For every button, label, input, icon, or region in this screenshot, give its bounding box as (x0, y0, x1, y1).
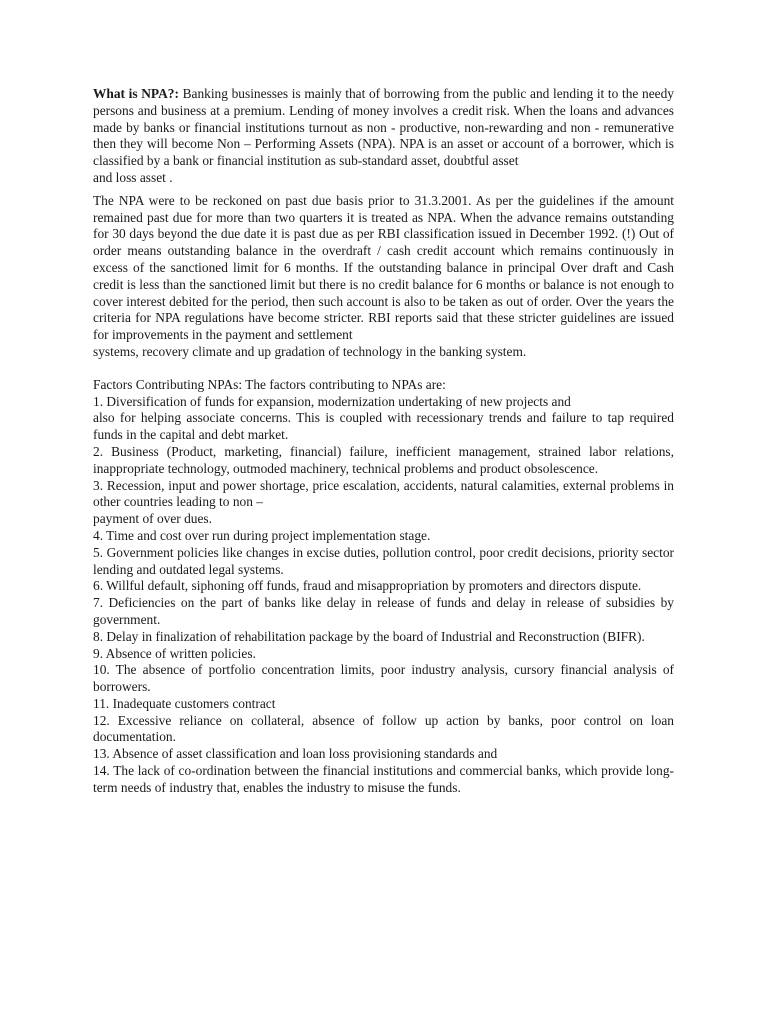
factor-item: 10. The absence of portfolio concentration limits, poor industry analysis, cursory financial analysis of borrowers. (93, 662, 674, 695)
npa-definition-paragraph (93, 86, 674, 170)
factor-item: 3. Recession, input and power shortage, price escalation, accidents, natural calamities, external problems in other countries leading to non – (93, 477, 674, 510)
factor-item: also for helping associate concerns. This is coupled with recessionary trends and failure to tap required funds in the capital and debt market. (93, 410, 674, 443)
factor-item: 7. Deficiencies on the part of banks like delay in release of funds and delay in release of subsidies by government. (93, 595, 674, 627)
factor-item: 9. Absence of written policies. (93, 645, 256, 661)
document-page (93, 86, 674, 797)
factor-item: 1. Diversification of funds for expansion, modernization undertaking of new projects and (93, 393, 571, 409)
factor-item: 12. Excessive reliance on collateral, absence of follow up action by banks, poor control on loan documentation. (93, 712, 674, 745)
factor-item: 11. Inadequate customers contract (93, 695, 276, 711)
factor-item: payment of over dues. (93, 511, 212, 527)
factors-intro: Factors Contributing NPAs: The factors contributing to NPAs are: (93, 376, 446, 392)
factor-item: 14. The lack of co-ordination between the financial institutions and commercial banks, which provide long-term needs of industry that, enables the industry to misuse the funds. (93, 763, 674, 795)
npa-criteria-paragraph: The NPA were to be reckoned on past due basis prior to 31.3.2001. As per the guidelines if the amount remained past due for more than two quarters it is treated as NPA. When the advance remains outstanding for 30 days beyond the due date it is past due as per RBI classification issued in December 1992. (!) Out of order means outstanding balance in the overdraft / cash credit account which remains continuously in excess of the sanctioned limit for 6 months. If the outstanding balance in principal Over draft and Cash credit is less than the sanctioned limit but there is no credit balance for 6 months or balance is not enough to cover interest debited for the period, then such account is also to be taken as out of order. Over the years the criteria for NPA regulations have become stricter. RBI reports said that these stricter guidelines are issued for improvements in the payment and settlement (93, 192, 674, 343)
factor-item: 13. Absence of asset classification and loan loss provisioning standards and (93, 746, 498, 762)
npa-definition-text: Banking businesses is mainly that of borrowing from the public and lending it to the needy persons and business at a premium. Lending of money involves a credit risk. When the loans and advances made by banks or financial institutions turnout as non - productive, non-rewarding and non - remunerative then they will become Non – Performing Assets (NPA). NPA is an asset or account of a borrower, which is classified by a bank or financial institution as sub-standard asset, doubtful asset (93, 86, 674, 169)
npa-heading: What is NPA?: (93, 86, 179, 101)
factor-item: 8. Delay in finalization of rehabilitation package by the board of Industrial and Reconstruction (BIFR). (93, 628, 645, 644)
npa-criteria-tail: systems, recovery climate and up gradation of technology in the banking system. (93, 343, 527, 359)
factor-item: 4. Time and cost over run during project implementation stage. (93, 527, 431, 543)
npa-definition-tail: and loss asset . (93, 169, 173, 185)
factor-item: 6. Willful default, siphoning off funds, fraud and misappropriation by promoters and directors dispute. (93, 578, 642, 594)
factor-item: 2. Business (Product, marketing, financial) failure, inefficient management, strained labor relations, inappropriate technology, outmoded machinery, technical problems and product obsolescence. (93, 443, 674, 476)
factor-item: 5. Government policies like changes in excise duties, pollution control, poor credit decisions, priority sector lending and outdated legal systems. (93, 544, 674, 577)
